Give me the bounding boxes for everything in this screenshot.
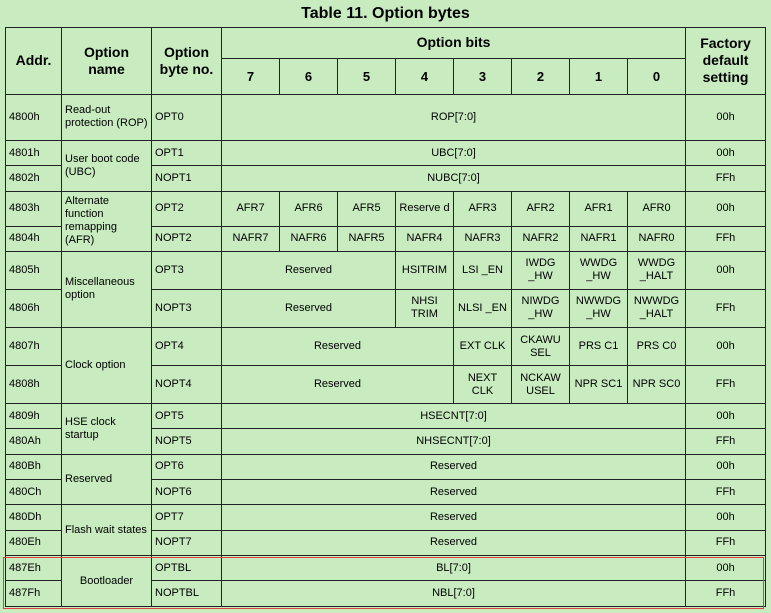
- factory-cell: 00h: [686, 454, 766, 479]
- bit-cell: AFR3: [454, 191, 512, 226]
- bit-cell: AFR7: [222, 191, 280, 226]
- addr-cell: 480Ah: [6, 429, 62, 454]
- table-title: Table 11. Option bytes: [301, 5, 470, 22]
- option-name-cell: Read-out protection (ROP): [62, 94, 152, 140]
- bit-cell: NAFR4: [396, 226, 454, 251]
- option-name-cell: Miscellaneous option: [62, 251, 152, 327]
- option-bits-cell: NHSECNT[7:0]: [222, 429, 686, 454]
- addr-cell: 480Eh: [6, 530, 62, 555]
- bit-cell: AFR6: [280, 191, 338, 226]
- bit-cell: NLSI _EN: [454, 289, 512, 327]
- table-row: [6, 251, 766, 289]
- addr-cell: 4803h: [6, 191, 62, 226]
- header-factory-default: Factory default setting: [686, 28, 766, 95]
- table-row: [6, 404, 766, 429]
- factory-cell: 00h: [686, 191, 766, 226]
- bit-cell: NIWDG _HW: [512, 289, 570, 327]
- factory-cell: FFh: [686, 581, 766, 607]
- bit-cell: NPR SC1: [570, 366, 628, 404]
- option-name-cell: Alternate function remapping (AFR): [62, 191, 152, 251]
- option-name-cell: HSE clock startup: [62, 404, 152, 455]
- bit-cell: NAFR5: [338, 226, 396, 251]
- option-bits-cell: Reserved: [222, 480, 686, 505]
- option-name-cell: Clock option: [62, 327, 152, 403]
- bit-cell: AFR1: [570, 191, 628, 226]
- table-row: [6, 141, 766, 166]
- option-byte-cell: NOPTBL: [152, 581, 222, 607]
- bit-cell: NWWDG _HALT: [628, 289, 686, 327]
- header-bit-1: 1: [570, 58, 628, 94]
- option-bits-cell: Reserved: [222, 454, 686, 479]
- factory-cell: FFh: [686, 480, 766, 505]
- bit-cell: Reserved: [222, 366, 454, 404]
- header-bit-6: 6: [280, 58, 338, 94]
- header-bit-7: 7: [222, 58, 280, 94]
- addr-cell: 4802h: [6, 166, 62, 191]
- bit-cell: AFR2: [512, 191, 570, 226]
- addr-cell: 480Ch: [6, 480, 62, 505]
- option-bits-cell: BL[7:0]: [222, 556, 686, 581]
- addr-cell: 487Fh: [6, 581, 62, 607]
- bit-cell: Reserved: [222, 251, 396, 289]
- addr-cell: 4809h: [6, 404, 62, 429]
- bit-cell: LSI _EN: [454, 251, 512, 289]
- option-byte-cell: NOPT7: [152, 530, 222, 555]
- option-byte-cell: NOPT1: [152, 166, 222, 191]
- option-name-cell: Bootloader: [62, 556, 152, 607]
- table-row: [6, 556, 766, 581]
- bit-cell: AFR5: [338, 191, 396, 226]
- option-byte-cell: NOPT4: [152, 366, 222, 404]
- option-byte-cell: OPT2: [152, 191, 222, 226]
- factory-cell: 00h: [686, 327, 766, 365]
- option-name-cell: Reserved: [62, 454, 152, 505]
- header-bit-3: 3: [454, 58, 512, 94]
- header-bit-5: 5: [338, 58, 396, 94]
- bit-cell: WWDG _HW: [570, 251, 628, 289]
- bit-cell: NAFR3: [454, 226, 512, 251]
- option-name-cell: Flash wait states: [62, 505, 152, 556]
- option-byte-cell: OPT0: [152, 94, 222, 140]
- header-bit-0: 0: [628, 58, 686, 94]
- factory-cell: FFh: [686, 530, 766, 555]
- option-bits-cell: HSECNT[7:0]: [222, 404, 686, 429]
- bit-cell: NHSI TRIM: [396, 289, 454, 327]
- header-option-name: Option name: [62, 28, 152, 95]
- bit-cell: NAFR2: [512, 226, 570, 251]
- option-byte-cell: NOPT5: [152, 429, 222, 454]
- option-byte-cell: OPT4: [152, 327, 222, 365]
- option-byte-cell: OPT6: [152, 454, 222, 479]
- option-byte-cell: NOPT3: [152, 289, 222, 327]
- option-bits-cell: Reserved: [222, 530, 686, 555]
- header-bit-4: 4: [396, 58, 454, 94]
- bit-cell: NWWDG _HW: [570, 289, 628, 327]
- bit-cell: NCKAW USEL: [512, 366, 570, 404]
- addr-cell: 4806h: [6, 289, 62, 327]
- addr-cell: 4805h: [6, 251, 62, 289]
- bit-cell: NPR SC0: [628, 366, 686, 404]
- bit-cell: NAFR6: [280, 226, 338, 251]
- header-option-bits: Option bits: [222, 28, 686, 59]
- addr-cell: 4804h: [6, 226, 62, 251]
- option-bytes-table: [5, 27, 766, 607]
- bit-cell: CKAWU SEL: [512, 327, 570, 365]
- factory-cell: 00h: [686, 505, 766, 530]
- bit-cell: AFR0: [628, 191, 686, 226]
- option-byte-cell: OPT1: [152, 141, 222, 166]
- bit-cell: PRS C0: [628, 327, 686, 365]
- header-option-byte-no: Option byte no.: [152, 28, 222, 95]
- option-byte-cell: NOPT6: [152, 480, 222, 505]
- option-byte-cell: OPTBL: [152, 556, 222, 581]
- addr-cell: 4807h: [6, 327, 62, 365]
- factory-cell: 00h: [686, 556, 766, 581]
- factory-cell: FFh: [686, 166, 766, 191]
- option-bits-cell: ROP[7:0]: [222, 94, 686, 140]
- addr-cell: 4801h: [6, 141, 62, 166]
- option-byte-cell: NOPT2: [152, 226, 222, 251]
- addr-cell: 487Eh: [6, 556, 62, 581]
- option-bits-cell: UBC[7:0]: [222, 141, 686, 166]
- bit-cell: NAFR7: [222, 226, 280, 251]
- bit-cell: HSITRIM: [396, 251, 454, 289]
- table-row: [6, 327, 766, 365]
- header-addr: Addr.: [6, 28, 62, 95]
- addr-cell: 480Dh: [6, 505, 62, 530]
- bit-cell: NAFR1: [570, 226, 628, 251]
- table-row: [6, 454, 766, 479]
- option-bits-cell: NBL[7:0]: [222, 581, 686, 607]
- factory-cell: 00h: [686, 94, 766, 140]
- addr-cell: 4808h: [6, 366, 62, 404]
- bit-cell: PRS C1: [570, 327, 628, 365]
- factory-cell: 00h: [686, 141, 766, 166]
- bit-cell: Reserved: [222, 327, 454, 365]
- option-name-cell: User boot code (UBC): [62, 141, 152, 192]
- option-byte-cell: OPT5: [152, 404, 222, 429]
- option-byte-cell: OPT3: [152, 251, 222, 289]
- addr-cell: 4800h: [6, 94, 62, 140]
- bit-cell: NAFR0: [628, 226, 686, 251]
- addr-cell: 480Bh: [6, 454, 62, 479]
- factory-cell: FFh: [686, 366, 766, 404]
- bit-cell: WWDG _HALT: [628, 251, 686, 289]
- option-bits-cell: NUBC[7:0]: [222, 166, 686, 191]
- bit-cell: EXT CLK: [454, 327, 512, 365]
- header-bit-2: 2: [512, 58, 570, 94]
- option-bits-cell: Reserved: [222, 505, 686, 530]
- bit-cell: IWDG _HW: [512, 251, 570, 289]
- bit-cell: Reserved: [222, 289, 396, 327]
- table-row: [6, 191, 766, 226]
- factory-cell: 00h: [686, 251, 766, 289]
- table-row: [6, 94, 766, 140]
- factory-cell: FFh: [686, 226, 766, 251]
- option-byte-cell: OPT7: [152, 505, 222, 530]
- factory-cell: FFh: [686, 429, 766, 454]
- bit-cell: NEXT CLK: [454, 366, 512, 404]
- factory-cell: FFh: [686, 289, 766, 327]
- bit-cell: Reserve d: [396, 191, 454, 226]
- factory-cell: 00h: [686, 404, 766, 429]
- table-row: [6, 505, 766, 530]
